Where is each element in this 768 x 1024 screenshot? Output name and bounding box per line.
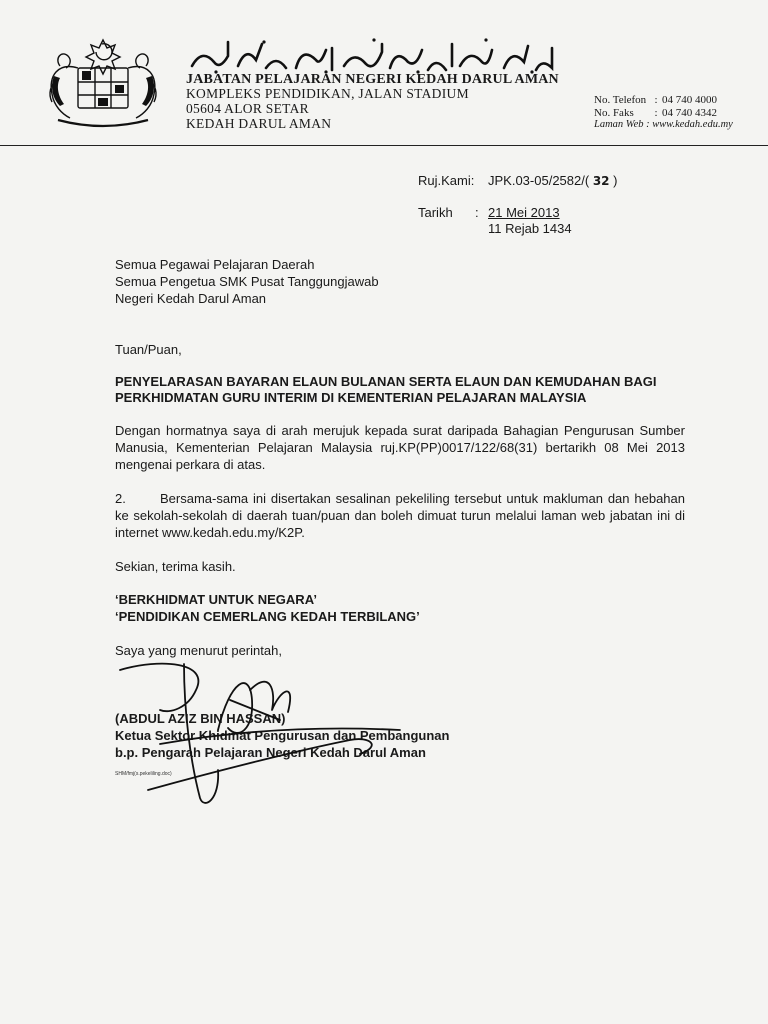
- ruj-row: [488, 172, 617, 190]
- web-address: Laman Web : www.kedah.edu.my: [594, 119, 733, 130]
- recipient-2: Semua Pengetua SMK Pusat Tanggungjawab: [115, 274, 379, 289]
- letter-date: 21 Mei 2013: [488, 205, 560, 220]
- org-name: JABATAN PELAJARAN NEGERI KEDAH DARUL AMAN: [186, 72, 559, 87]
- address-line-2: 05604 ALOR SETAR: [186, 101, 309, 116]
- slogan-1: ‘BERKHIDMAT UNTUK NEGARA’: [115, 592, 317, 607]
- address-line-1: KOMPLEKS PENDIDIKAN, JALAN STADIUM: [186, 86, 469, 101]
- subject-line-1: PENYELARASAN BAYARAN ELAUN BULANAN SERTA ELAUN DAN KEMUDAHAN BAGI: [115, 374, 657, 389]
- telefon-row: No. Telefon : 04 740 4000: [594, 94, 717, 106]
- tarikh-colon: :: [475, 205, 479, 220]
- faks-row: No. Faks : 04 740 4342: [594, 107, 717, 119]
- faks-label: No. Faks: [594, 107, 634, 119]
- signatory-name: (ABDUL AZIZ BIN HASSAN): [115, 711, 286, 726]
- signatory-title-2: b.p. Pengarah Pelajaran Negeri Kedah Darul Aman: [115, 745, 426, 760]
- telefon-label: No. Telefon: [594, 94, 647, 106]
- telefon-value: 04 740 4000: [662, 94, 717, 106]
- ruj-value: JPK.03-05/2582/(: [488, 173, 590, 188]
- signatory-title-1: Ketua Sektor Khidmat Pengurusan dan Pembangunan: [115, 728, 450, 743]
- recipient-3: Negeri Kedah Darul Aman: [115, 291, 267, 306]
- paragraph-2: Bersama-sama ini disertakan sesalinan pekeliling tersebut untuk makluman dan hebahan ke sekolah-sekolah di daerah tuan/puan dan boleh dimuat turun melalui laman web jabatan ini di internet www.kedah.edu.my/K2P.: [115, 491, 685, 540]
- ruj-close: ): [613, 173, 618, 188]
- paragraph-1: Dengan hormatnya saya di arah merujuk kepada surat daripada Bahagian Pengurusan Sumber Manusia, Kementerian Pelajaran Malaysia ruj.KP(PP)0017/122/68(31) bertarikh 08 Mei 2013 mengenai perkara di atas.: [115, 423, 685, 472]
- subject-line-2: PERKHIDMATAN GURU INTERIM DI KEMENTERIAN PELAJARAN MALAYSIA: [115, 390, 587, 405]
- hijri-date: 11 Rejab 1434: [488, 221, 572, 236]
- tarikh-label: Tarikh: [418, 205, 453, 220]
- slogan-2: ‘PENDIDIKAN CEMERLANG KEDAH TERBILANG’: [115, 609, 420, 624]
- header-divider: [0, 145, 768, 146]
- faks-value: 04 740 4342: [662, 107, 717, 119]
- sign-off: Saya yang menurut perintah,: [115, 643, 282, 658]
- closing: Sekian, terima kasih.: [115, 559, 236, 574]
- address-line-3: KEDAH DARUL AMAN: [186, 116, 332, 131]
- malaysia-coat-of-arms-icon: [38, 36, 168, 136]
- ruj-handwritten-number: 32: [592, 174, 610, 188]
- jawi-calligraphy-heading: [186, 36, 566, 76]
- recipient-1: Semua Pegawai Pelajaran Daerah: [115, 257, 315, 272]
- file-reference: SHM/fmj(s.pekeliling.doc): [115, 771, 172, 777]
- ruj-label: Ruj.Kami:: [418, 173, 475, 188]
- salutation: Tuan/Puan,: [115, 342, 182, 357]
- paragraph-2-number: 2.: [115, 491, 126, 506]
